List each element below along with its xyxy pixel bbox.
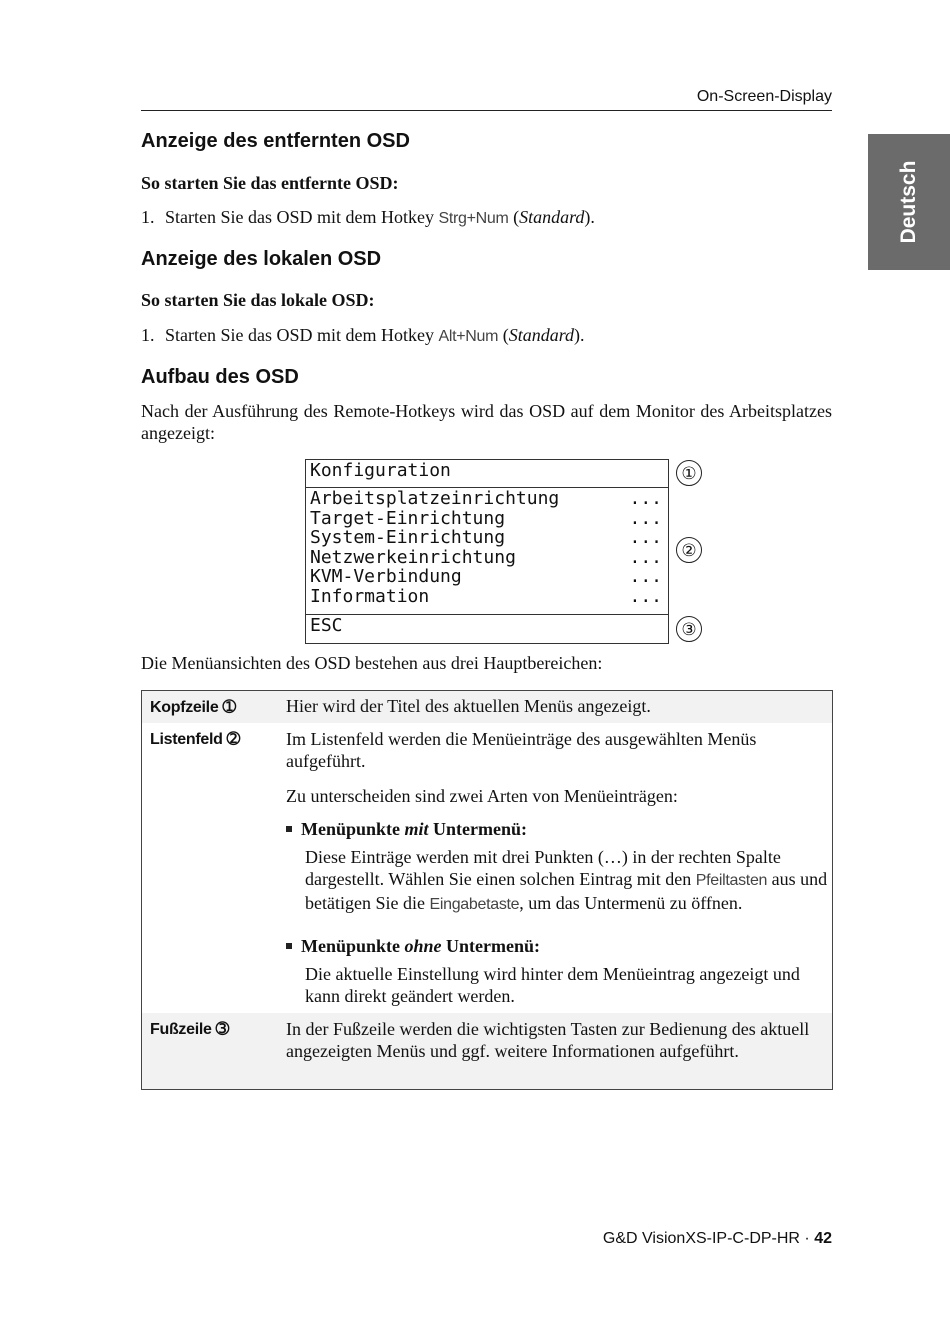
subheading-local-osd: So starten Sie das lokale OSD: — [141, 290, 375, 310]
default-label: Standard — [508, 325, 575, 345]
language-tab — [868, 134, 950, 270]
row-text-header: Hier wird der Titel des aktuellen Menüs angezeigt. — [286, 696, 651, 716]
osd-item-label: Information — [310, 585, 430, 607]
running-header: On-Screen-Display — [696, 88, 832, 105]
osd-item-dots: ... — [629, 527, 662, 549]
osd-list — [310, 489, 664, 607]
osd-item-label: KVM-Verbindung — [310, 566, 462, 588]
table-row — [142, 723, 832, 1013]
row-label-list: Listenfeld ➁ — [150, 731, 240, 748]
row-text-list-1: Im Listenfeld werden die Menüeinträge des ausgewählten Menüs aufgeführt. — [286, 729, 757, 771]
osd-item — [310, 528, 664, 548]
header-rule — [141, 110, 832, 111]
step-paren-close: ). — [574, 325, 585, 345]
bullet-text: Menüpunkte — [301, 819, 405, 839]
page-number: 42 — [814, 1230, 832, 1247]
osd-item — [310, 489, 664, 509]
language-tab-label: Deutsch — [897, 160, 920, 244]
step-text: Starten Sie das OSD mit dem Hotkey — [165, 325, 439, 345]
bullet-square-icon — [286, 943, 292, 949]
osd-item-dots: ... — [629, 507, 662, 529]
callout-1: ① — [676, 460, 702, 486]
row-label-header: Kopfzeile ➀ — [150, 699, 236, 716]
bullet-with-submenu-text — [305, 846, 830, 916]
table-row — [142, 1013, 832, 1089]
bullet-with-submenu — [286, 819, 527, 840]
heading-remote-osd: Anzeige des entfernten OSD — [141, 130, 410, 152]
osd-item-label: Target-Einrichtung — [310, 507, 506, 529]
row-label-footer: Fußzeile ➂ — [150, 1021, 229, 1038]
step-local-osd — [141, 325, 585, 346]
step-paren-open: ( — [498, 325, 509, 345]
step-remote-osd — [141, 207, 595, 228]
bullet-square-icon — [286, 826, 292, 832]
subheading-remote-osd: So starten Sie das entfernte OSD: — [141, 173, 399, 193]
osd-divider — [306, 614, 668, 615]
bullet-emphasis: mit — [404, 819, 429, 839]
step-number: 1. — [141, 325, 155, 345]
product-name: G&D VisionXS-IP-C-DP-HR · — [602, 1230, 815, 1247]
bullet-without-submenu — [286, 936, 540, 957]
osd-item-dots: ... — [629, 488, 662, 509]
osd-item — [310, 587, 664, 607]
intro-paragraph: Nach der Ausführung des Remote-Hotkeys wird das OSD auf dem Monitor des Arbeitsplatzes angezeigt: — [141, 401, 832, 443]
callout-2: ② — [676, 537, 702, 563]
bullet-text: Menüpunkte — [301, 936, 405, 956]
summary-paragraph: Die Menüansichten des OSD bestehen aus drei Hauptbereichen: — [141, 653, 603, 673]
osd-item-label: System-Einrichtung — [310, 527, 506, 549]
step-number: 1. — [141, 207, 155, 227]
key-enter: Eingabetaste — [429, 896, 520, 913]
osd-item — [310, 567, 664, 587]
page-footer — [141, 1230, 832, 1248]
row-text-footer: In der Fußzeile werden die wichtigsten Tasten zur Bedienung des aktuell angezeigten Menüs und ggf. weitere Informationen aufgeführt. — [286, 1019, 810, 1061]
bullet-without-submenu-text: Die aktuelle Einstellung wird hinter dem Menüeintrag angezeigt und kann direkt geändert werden. — [305, 964, 800, 1006]
key-arrow-keys: Pfeiltasten — [695, 872, 768, 889]
osd-item — [310, 548, 664, 568]
bullet-emphasis: ohne — [404, 936, 442, 956]
step-text: Starten Sie das OSD mit dem Hotkey — [165, 207, 439, 227]
osd-item-label: Netzwerkeinrichtung — [310, 546, 516, 568]
osd-footer: ESC — [310, 615, 343, 636]
heading-local-osd: Anzeige des lokalen OSD — [141, 248, 382, 270]
bullet-text: Untermenü: — [441, 936, 541, 956]
osd-menu-illustration — [305, 459, 669, 644]
step-paren-open: ( — [508, 207, 520, 227]
hotkey-remote: Strg+Num — [438, 210, 509, 227]
bullet-text: Untermenü: — [428, 819, 528, 839]
bullet-desc: Diese Einträge werden mit drei Punkten (…) in der rechten Spalte dargestellt. Wählen Sie einen solchen Eintrag mit den — [305, 847, 781, 889]
osd-item-dots: ... — [629, 585, 662, 607]
bullet-desc: aus und betätigen Sie die — [305, 869, 828, 913]
table-row — [142, 691, 832, 723]
areas-table — [141, 690, 833, 1090]
osd-item — [310, 509, 664, 529]
hotkey-local: Alt+Num — [438, 328, 499, 345]
step-paren-close: ). — [584, 207, 595, 227]
row-text-list-2: Zu unterscheiden sind zwei Arten von Menüeinträgen: — [286, 786, 678, 806]
osd-item-label: Arbeitsplatzeinrichtung — [310, 488, 560, 509]
heading-osd-structure: Aufbau des OSD — [141, 366, 299, 388]
osd-title: Konfiguration — [310, 460, 451, 481]
bullet-desc: , um das Untermenü zu öffnen. — [519, 893, 743, 913]
default-label: Standard — [519, 207, 585, 227]
callout-3: ③ — [676, 616, 702, 642]
osd-item-dots: ... — [629, 546, 662, 568]
osd-item-dots: ... — [629, 566, 662, 588]
